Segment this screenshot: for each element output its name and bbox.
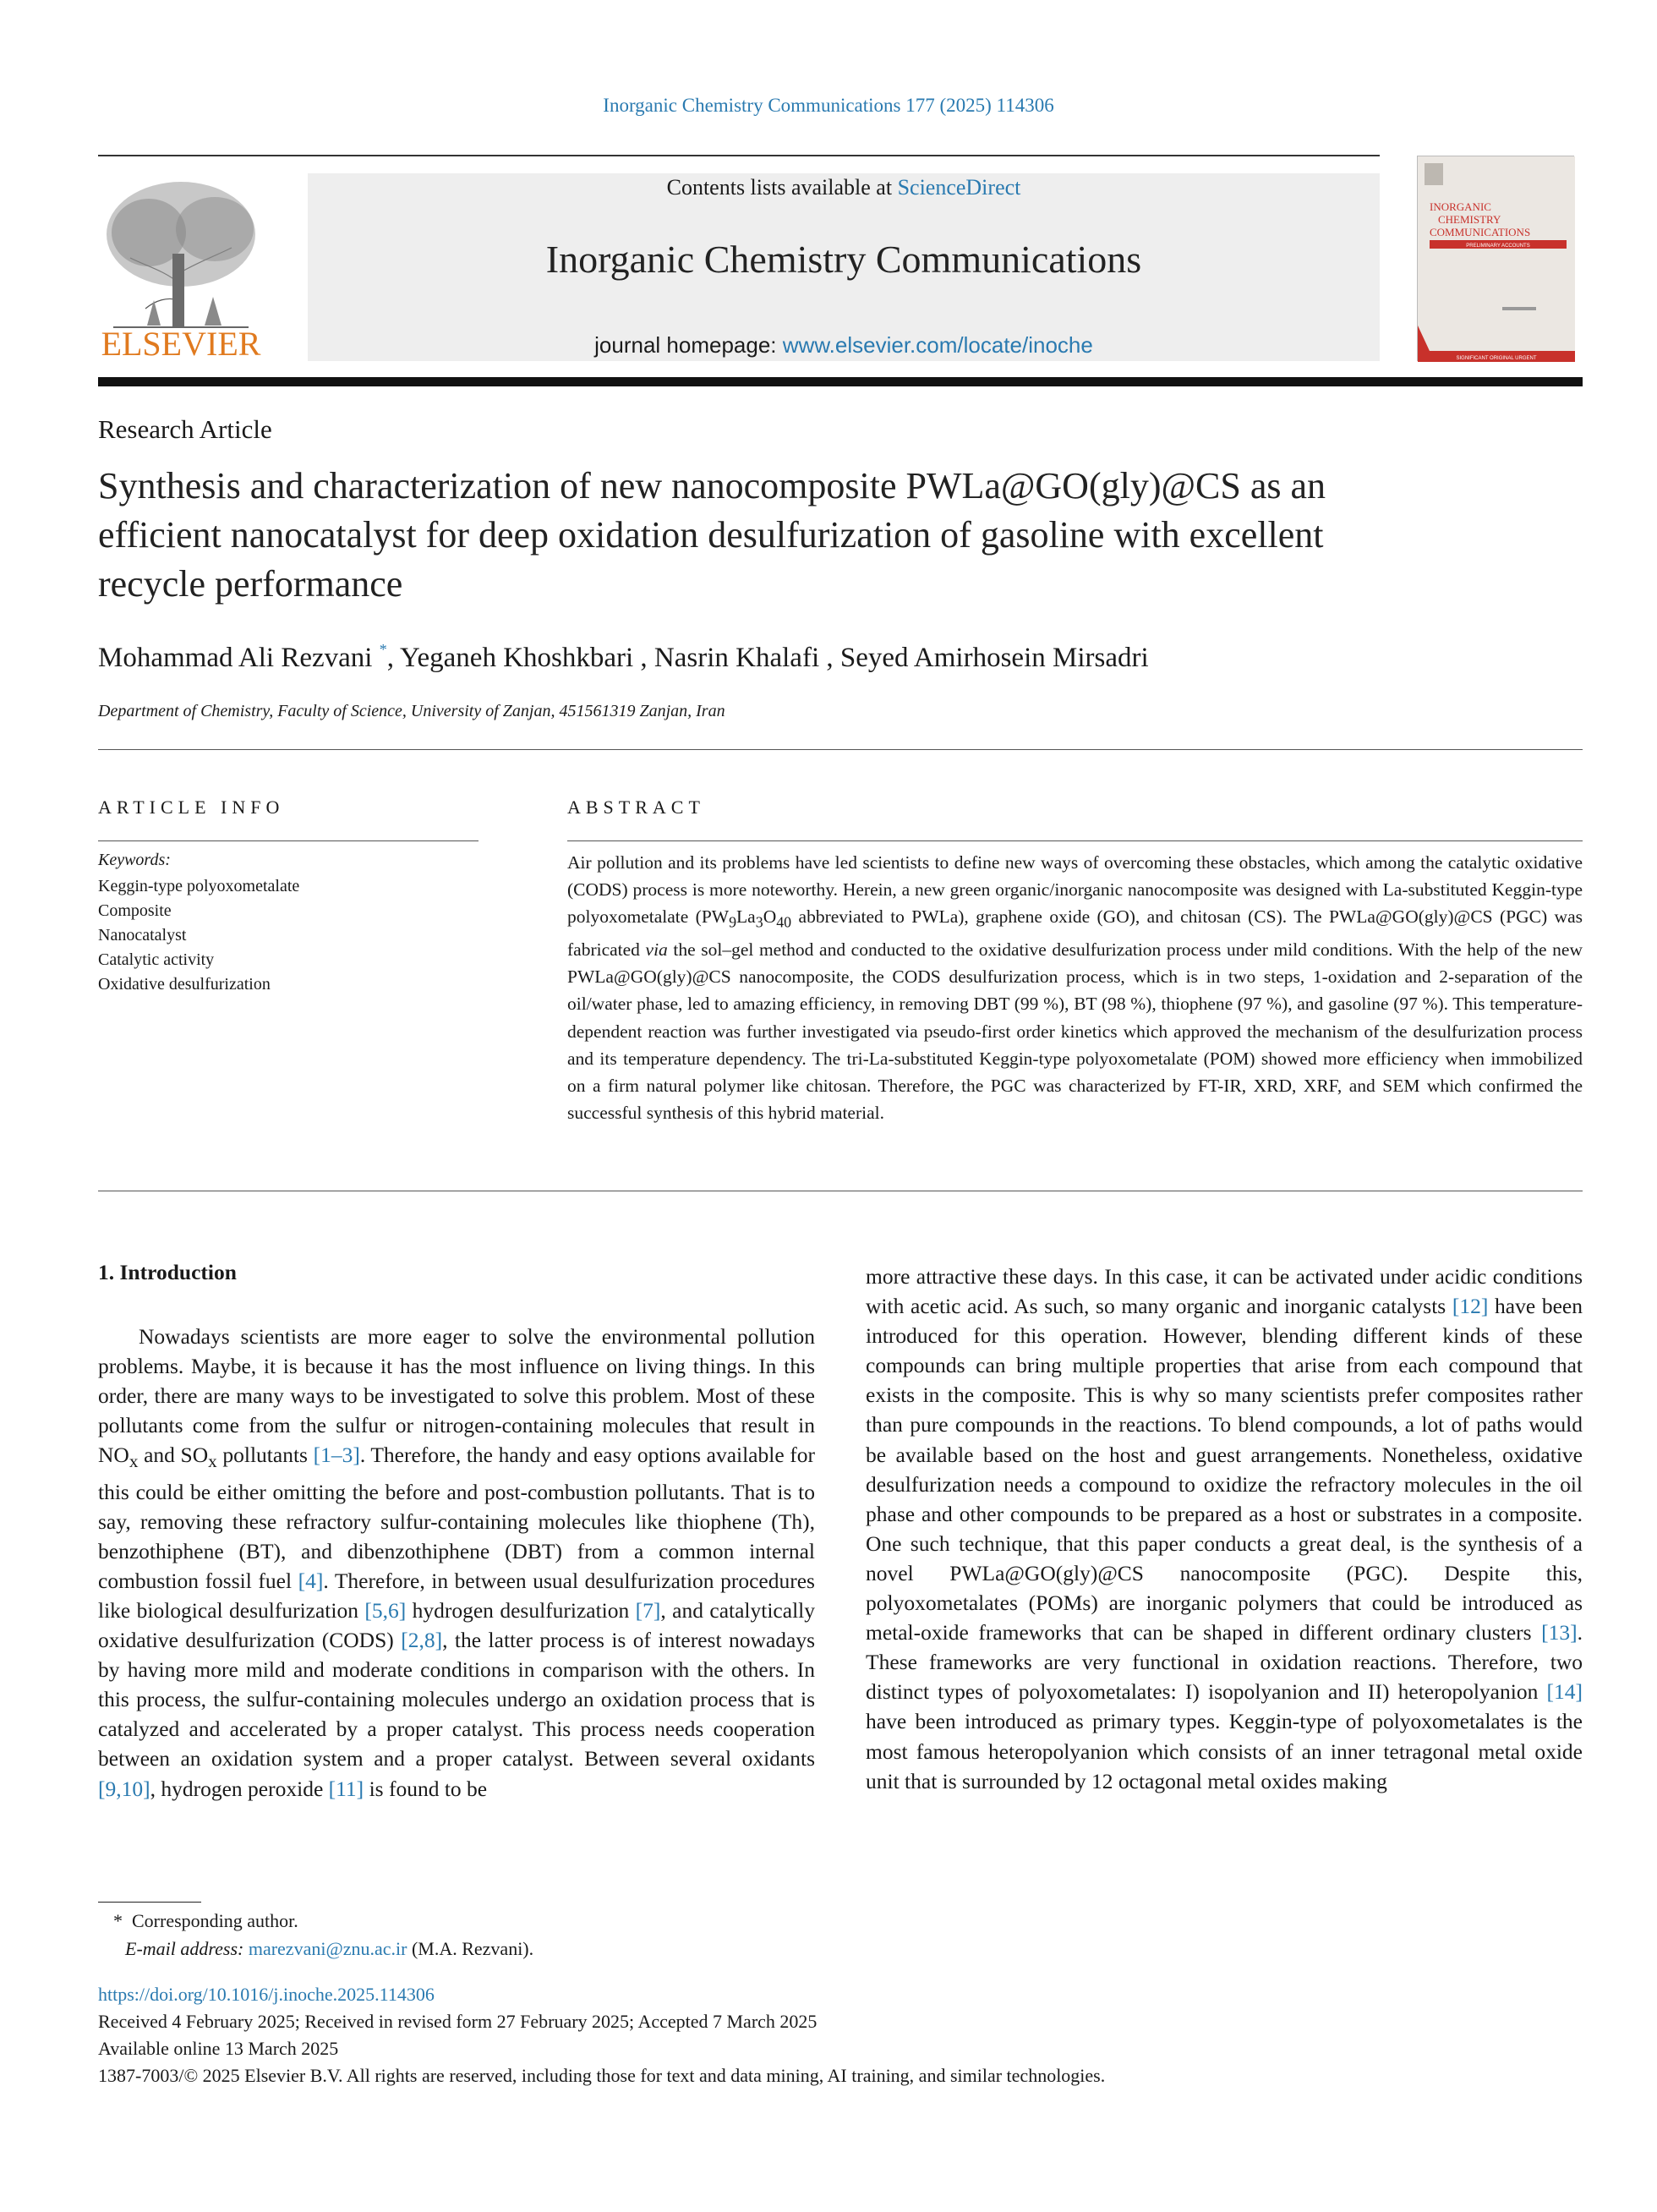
body-text: , the latter process is of interest nowadays by having more mild and moderate conditions in comparison with the others. In this process, the sulfur-containing molecules undergo an oxidation process that is catalyzed and accelerated by a proper catalyst. This process needs cooperation between an oxidation system and a proper catalyst. Between several oxidants [98,1628,815,1771]
corresponding-author-mark[interactable]: * [379,641,387,658]
body-text: have been introduced for this operation. However, blending different kinds of these compounds can bring multiple properties that arise from each compound that exists in the composite. This is why so many scientists prefer composites rather than pure compounds in the reactions. To blend compounds, a lot of paths would be available based on the host and guest arrangements. Nonetheless, oxidative desulfurization needs a compound to oxidize the refractory molecules in the oil phase and other compounds to be prepared as a host or substrates in a composite. One such technique, that this paper conducts a great deal, is the synthesis of a novel PWLa@GO(gly)@CS nanocomposite (PGC). Despite this, polyoxometalates (POMs) are inorganic polymers that could be introduced as metal-oxide frameworks that can be shaped in different ordinary clusters [866,1294,1583,1645]
body-text: . Therefore, the handy and easy options available for this could be either omitting the before and post-combustion pollutants. That is to say, removing these refractory sulfur-containing molecules like thiophene (Th), benzothiphene (BT), and dibenzothiphene (DBT) from a common internal combustion fossil fuel [98,1443,815,1593]
elsevier-tree-icon [96,173,265,361]
citation-link[interactable]: [13] [1541,1620,1578,1645]
homepage-prefix: journal homepage: [594,332,783,358]
cover-footer: SIGNIFICANT ORIGINAL URGENT [1456,356,1537,361]
abstract-part: Air pollution and its problems have led scientists to define new ways of overcoming these obstacles, which among the catalytic oxidative (CODS) process is more noteworthy. Herein, a new green organic/inorganic nanocomposite was designed with La-substituted Keggin-type polyoxometalate (PW [567,852,1583,928]
footnote-email [125,1938,533,1960]
body-text: more attractive these days. In this case, it can be activated under acidic conditions with acetic acid. As such, so many organic and inorganic catalysts [866,1264,1583,1319]
keyword: Keggin-type polyoxometalate [98,877,300,895]
article-info-heading: ARTICLE INFO [98,797,285,818]
subscript: 40 [776,913,792,931]
cover-title-1: INORGANIC [1430,200,1491,213]
abstract-italic: via [645,939,668,960]
subscript: 3 [755,913,763,931]
journal-cover-image [1418,156,1575,362]
abstract-rule [567,840,1583,841]
running-head[interactable]: Inorganic Chemistry Communications 177 (2025) 114306 [603,95,1054,116]
journal-homepage-link[interactable]: www.elsevier.com/locate/inoche [782,332,1093,358]
author-corresponding: Mohammad Ali Rezvani [98,643,373,673]
email-label: E-mail address: [125,1938,249,1959]
body-text: pollutants [216,1443,314,1468]
subscript: x [129,1451,139,1472]
section-heading-introduction: 1. Introduction [98,1260,237,1284]
citation-link[interactable]: [9,10] [98,1776,150,1801]
contents-line [308,175,1380,200]
body-column-left [98,1322,815,1804]
cover-title-3: COMMUNICATIONS [1430,226,1531,238]
copyright-line: 1387-7003/© 2025 Elsevier B.V. All rights are reserved, including those for text and data mining, AI training, and similar technologies. [98,2065,1106,2086]
abstract-part: O [763,906,777,928]
homepage-line [308,332,1380,359]
subscript: x [208,1451,217,1472]
body-text: is found to be [364,1776,488,1801]
citation-link[interactable]: [12] [1452,1294,1489,1319]
header-thick-rule [98,377,1583,386]
citation-link[interactable]: [1–3] [313,1443,360,1468]
cover-band: PRELIMINARY ACCOUNTS [1466,244,1530,249]
author-others: , Yeganeh Khoshkbari , Nasrin Khalafi , Seyed Amirhosein Mirsadri [386,643,1149,673]
article-info-rule [98,840,479,841]
body-text: hydrogen desulfurization [406,1597,636,1623]
title-rule [98,749,1583,750]
journal-cover[interactable] [1417,156,1574,361]
footnote-text: Corresponding author. [132,1910,298,1931]
abstract-part: abbreviated to PWLa), graphene oxide (GO), and chitosan (CS). The PWLa@GO(gly)@CS (PGC) was fabricated [567,906,1583,960]
journal-name: Inorganic Chemistry Communications [545,238,1142,281]
citation-link[interactable]: [7] [635,1597,661,1623]
affiliation: Department of Chemistry, Faculty of Science, University of Zanjan, 451561319 Zanjan, Iran [98,702,725,720]
article-type: Research Article [98,414,272,444]
keywords-label: Keywords: [98,851,171,869]
email-suffix: (M.A. Rezvani). [407,1938,534,1959]
body-text: and SO [138,1443,209,1468]
citation-link[interactable]: [14] [1546,1679,1583,1705]
keyword: Nanocatalyst [98,926,187,944]
elsevier-wordmark: ELSEVIER [101,325,261,361]
contents-prefix: Contents lists available at [666,175,898,200]
footnote-rule [98,1902,201,1903]
author-list [98,641,1149,674]
received-dates: Received 4 February 2025; Received in revised form 27 February 2025; Accepted 7 March 2025 [98,2011,818,2032]
body-text: , and catalytically oxidative desulfurization (CODS) [98,1597,815,1653]
abstract-part: La [736,906,756,928]
citation-link[interactable]: [5,6] [364,1597,407,1623]
abstract-text [567,849,1583,1126]
subscript: 9 [729,913,737,931]
body-text: Nowadays scientists are more eager to solve the environmental pollution problems. Maybe, it is because it has the most influence on living things. In this order, there are many ways to be investigated to solve this problem. Most of these pollutants come from the sulfur or nitrogen-containing molecules that result in NO [98,1324,815,1468]
body-text: . Therefore, in between usual desulfurization procedures like biological desulfurization [98,1568,815,1623]
keyword: Oxidative desulfurization [98,975,271,994]
citation-link[interactable]: [4] [298,1568,324,1593]
keyword: Catalytic activity [98,950,215,969]
keyword: Composite [98,901,172,920]
abstract-heading: ABSTRACT [567,797,705,818]
sciencedirect-link[interactable]: ScienceDirect [897,175,1021,200]
body-text: have been introduced as primary types. Keggin-type of polyoxometalates is the most famous heteropolyanion which consists of an inner tetragonal metal oxide unit that is surrounded by 12 octagonal metal oxides making [866,1709,1583,1793]
doi-link[interactable]: https://doi.org/10.1016/j.inoche.2025.114306 [98,1984,435,2005]
body-column-right [866,1262,1583,1796]
body-text: , hydrogen peroxide [150,1776,329,1801]
elsevier-logo [96,173,265,361]
available-online: Available online 13 March 2025 [98,2038,339,2059]
footnote-corresponding [113,1910,298,1932]
header-rule [98,155,1380,156]
email-link[interactable]: marezvani@znu.ac.ir [248,1938,407,1959]
keywords-list [98,874,299,997]
cover-title-2: CHEMISTRY [1438,213,1501,226]
body-text: . These frameworks are very functional in oxidation reactions. Therefore, two distinct types of polyoxometalates: I) isopolyanion and II) heteropolyanion [866,1620,1583,1705]
citation-link[interactable]: [2,8] [401,1628,443,1653]
abstract-part: the sol–gel method and conducted to the oxidative desulfurization process under mild conditions. With the help of the new PWLa@GO(gly)@CS nanocomposite, the CODS desulfurization process, which is in two steps, 1-oxidation and 2-separation of the oil/water phase, led to amazing efficiency, in removing DBT (99 %), BT (98 %), thiophene (97 %), and gasoline (97 %). This temperature-dependent reaction was further investigated via pseudo-first order kinetics which approved the mechanism of the desulfurization process and its temperature dependency. The tri-La-substituted Keggin-type polyoxometalate (POM) showed more efficiency when immobilized on a firm natural polymer like chitosan. Therefore, the PGC was characterized by FT-IR, XRD, XRF, and SEM which confirmed the successful synthesis of this hybrid material. [567,939,1583,1124]
footnote-mark: * [113,1910,123,1931]
article-title: Synthesis and characterization of new nanocomposite PWLa@GO(gly)@CS as an efficient nanocatalyst for deep oxidation desulfurization of gasoline with excellent recycle performance [98,465,1326,605]
citation-link[interactable]: [11] [328,1776,364,1801]
